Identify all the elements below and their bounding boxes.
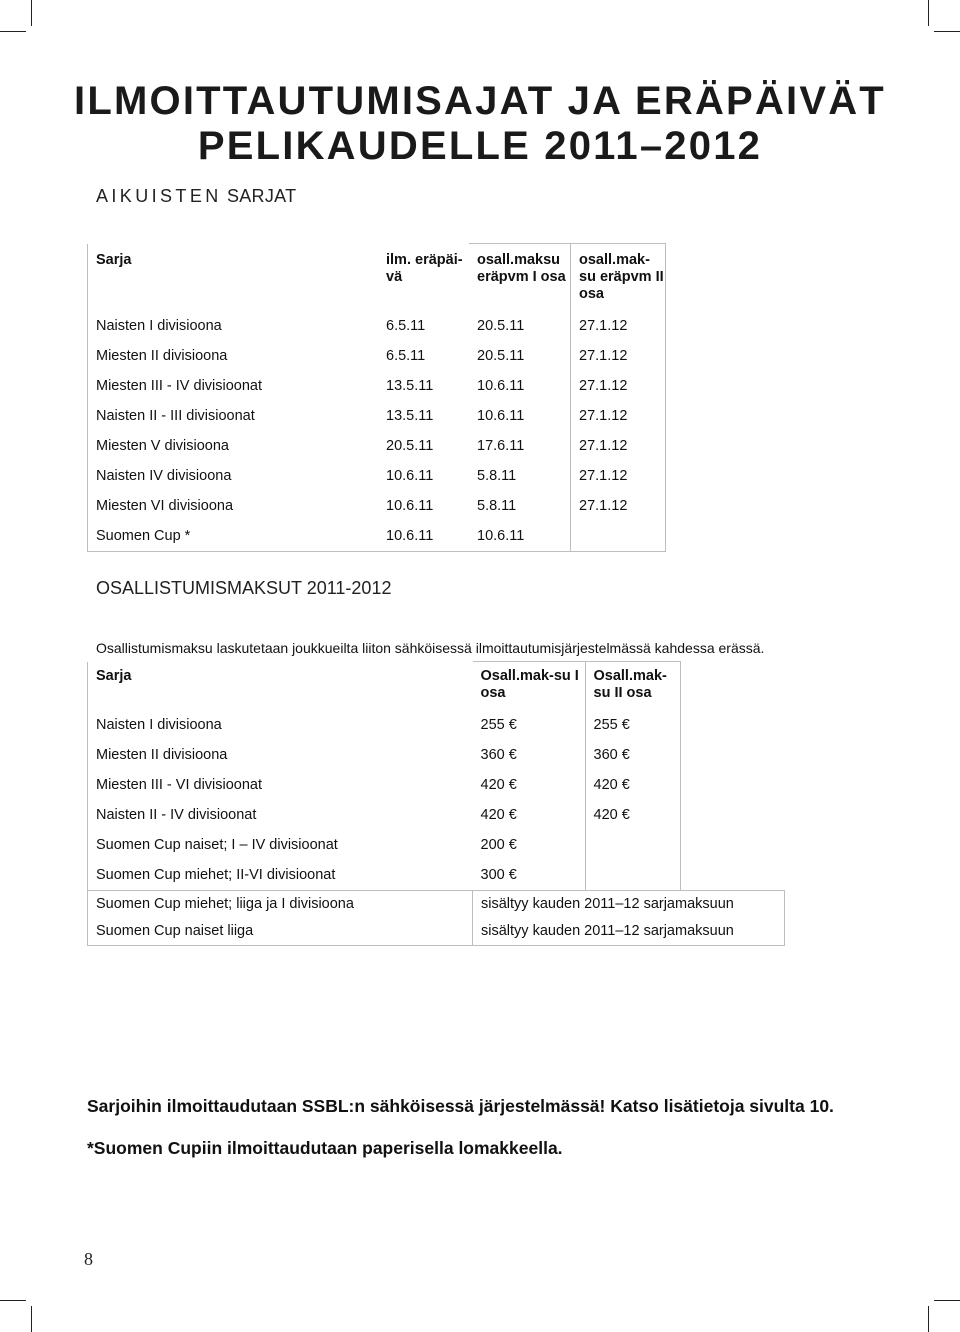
cell-date: 10.6.11 [386,467,434,484]
spacer-cell [680,830,785,860]
cell-series: Suomen Cup naiset; I – IV divisioonat [88,830,473,860]
table-row [88,371,666,401]
cell-series: Suomen Cup miehet; liiga ja I divisioona [88,891,473,919]
page-title-line2: PELIKAUDELLE 2011–2012 [197,124,763,168]
cell-series: Naisten I divisioona [88,710,473,740]
table-header-row [88,662,785,711]
spacer-cell [680,662,785,711]
cell-series: Miesten VI divisioona [88,491,379,521]
table-row [88,740,785,770]
table-row [88,860,785,891]
crop-mark [31,0,32,26]
cell-fee: 200 € [473,830,586,860]
table-row [88,341,666,371]
cell-series: Miesten III - IV divisioonat [88,371,379,401]
crop-mark [0,1300,26,1301]
table-row [88,710,785,740]
cell-fee: 300 € [473,860,586,891]
fees-table [87,661,785,946]
cell-series: Naisten II - IV divisioonat [88,800,473,830]
cell-date: 27.1.12 [571,311,666,341]
table-row [88,830,785,860]
subtitle-rest: SARJAT [226,186,297,206]
header-osa-1: Osall.mak-su I osa [473,662,586,711]
cell-series: Suomen Cup miehet; II-VI divisioonat [88,860,473,891]
page-title-line1: ILMOITTAUTUMISAJAT JA ERÄPÄIVÄT [74,79,886,123]
cell-date: 20.5.11 [469,341,571,371]
subtitle-spaced: AIKUISTEN [96,186,222,206]
header-osallmaksu-2: osall.mak-su eräpvm II osa [571,244,666,312]
cell-date: 10.6.11 [469,401,571,431]
header-osallmaksu-1: osall.maksu eräpvm I osa [469,244,571,312]
cell-date: 10.6.11 [469,371,571,401]
page-number: 8 [84,1249,93,1269]
cell-fee: 420 € [473,800,586,830]
spacer-cell [680,800,785,830]
cell-fee: 360 € [585,740,680,770]
cell-date: 13.5.11 [386,377,434,394]
cell-series: Suomen Cup * [88,521,379,552]
spacer-cell [680,770,785,800]
table-row [88,401,666,431]
cell-date: 27.1.12 [571,461,666,491]
table-row [88,891,785,919]
table-row [88,770,785,800]
deadlines-table [87,243,666,552]
cell-fee: 420 € [585,800,680,830]
table-row [88,311,666,341]
cell-date: 10.6.11 [386,497,434,514]
cell-date: 17.6.11 [469,431,571,461]
cell-series: Miesten II divisioona [88,341,379,371]
cell-date: 5.8.11 [469,461,571,491]
crop-mark [928,1306,929,1332]
table-row [88,521,666,552]
cell-date: 20.5.11 [469,311,571,341]
cell-fee [585,830,680,860]
cell-date: 27.1.12 [571,371,666,401]
table-row [88,461,666,491]
cell-fee: 420 € [585,770,680,800]
cell-series: Naisten I divisioona [88,311,379,341]
cell-included-note: sisältyy kauden 2011–12 sarjamaksuun [473,918,785,946]
cell-date: 27.1.12 [571,401,666,431]
table-row [88,918,785,946]
cell-fee: 360 € [473,740,586,770]
crop-mark [934,31,960,32]
cell-date: 27.1.12 [571,491,666,521]
cell-date: 6.5.11 [386,317,426,334]
spacer-cell [680,860,785,891]
cell-series: Miesten II divisioona [88,740,473,770]
cell-series: Miesten V divisioona [88,431,379,461]
crop-mark [31,1306,32,1332]
table-row [88,431,666,461]
header-osa-2: Osall.mak-su II osa [585,662,680,711]
cell-date: 6.5.11 [386,347,426,364]
cell-date: 10.6.11 [378,521,469,552]
registration-note: Sarjoihin ilmoittaudutaan SSBL:n sähköisessä järjestelmässä! Katso lisätietoja sivulta 10. [87,1096,834,1116]
intro-text: Osallistumismaksu laskutetaan joukkueilta liiton sähköisessä ilmoittautumisjärjestelmässä kahdessa erässä. [96,640,765,656]
section-subtitle [96,186,296,207]
cell-date: 27.1.12 [571,341,666,371]
crop-mark [928,0,929,26]
header-ilm-erapaiva: ilm. eräpäi-vä [386,251,463,285]
cell-date: 13.5.11 [386,407,434,424]
cup-registration-note: *Suomen Cupiin ilmoittaudutaan paperisella lomakkeella. [87,1138,563,1158]
table-row [88,800,785,830]
cell-fee: 255 € [585,710,680,740]
spacer-cell [680,710,785,740]
spacer-cell [680,740,785,770]
cell-fee [585,860,680,891]
cell-date: 20.5.11 [386,437,434,454]
cell-date: 10.6.11 [469,521,571,552]
cell-fee: 255 € [473,710,586,740]
table-header-row [88,244,666,312]
cell-date: 27.1.12 [571,431,666,461]
cell-date [571,521,666,552]
table-row [88,491,666,521]
cell-series: Miesten III - VI divisioonat [88,770,473,800]
crop-mark [0,31,26,32]
cell-series: Naisten IV divisioona [88,461,379,491]
header-sarja: Sarja [88,244,379,312]
section-heading: OSALLISTUMISMAKSUT 2011-2012 [96,578,392,598]
header-sarja: Sarja [88,662,473,711]
cell-included-note: sisältyy kauden 2011–12 sarjamaksuun [473,891,785,919]
crop-mark [934,1300,960,1301]
cell-fee: 420 € [473,770,586,800]
cell-date: 5.8.11 [469,491,571,521]
cell-series: Suomen Cup naiset liiga [88,918,473,946]
cell-series: Naisten II - III divisioonat [88,401,379,431]
